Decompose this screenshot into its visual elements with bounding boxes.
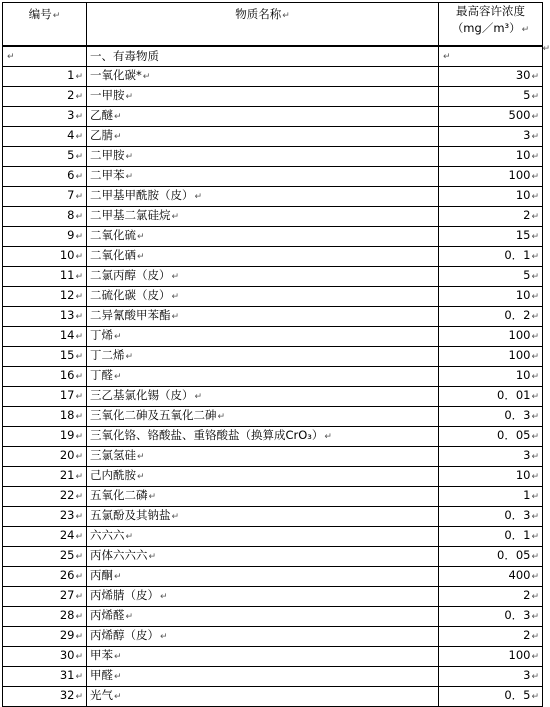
row-substance-name: 三氯氢硅↵ — [87, 447, 439, 467]
row-number: 3↵ — [3, 107, 87, 127]
row-number: 2↵ — [3, 87, 87, 107]
row-number: 18↵ — [3, 407, 87, 427]
concentration-table — [2, 2, 543, 707]
table-row — [3, 607, 543, 627]
row-substance-name: 二甲胺↵ — [87, 147, 439, 167]
row-concentration: 100↵ — [439, 647, 543, 667]
table-row — [3, 87, 543, 107]
row-substance-name: 丁烯↵ — [87, 327, 439, 347]
row-number: 12↵ — [3, 287, 87, 307]
table-row — [3, 447, 543, 467]
row-substance-name: 一甲胺↵ — [87, 87, 439, 107]
table-row — [3, 547, 543, 567]
row-substance-name: 丙酮↵ — [87, 567, 439, 587]
header-substance-name: 物质名称↵ — [87, 3, 439, 47]
row-substance-name: 二甲基二氯硅烷↵ — [87, 207, 439, 227]
row-substance-name: 丁二烯↵ — [87, 347, 439, 367]
row-concentration: 15↵ — [439, 227, 543, 247]
row-substance-name: 乙腈↵ — [87, 127, 439, 147]
row-substance-name: 二氧化硫↵ — [87, 227, 439, 247]
row-number: 22↵ — [3, 487, 87, 507]
row-concentration: 3↵ — [439, 127, 543, 147]
table-row — [3, 167, 543, 187]
row-number: 4↵ — [3, 127, 87, 147]
table-row — [3, 587, 543, 607]
row-concentration: 400↵ — [439, 567, 543, 587]
row-substance-name: 甲苯↵ — [87, 647, 439, 667]
table-row — [3, 67, 543, 87]
table-row — [3, 367, 543, 387]
row-number: 8↵ — [3, 207, 87, 227]
row-concentration: 0．1↵ — [439, 527, 543, 547]
table-row — [3, 147, 543, 167]
row-substance-name: 丙体六六六↵ — [87, 547, 439, 567]
table-row — [3, 347, 543, 367]
row-number: 30↵ — [3, 647, 87, 667]
row-substance-name: 二甲基甲酰胺（皮）↵ — [87, 187, 439, 207]
row-substance-name: 乙醚↵ — [87, 107, 439, 127]
table-body — [3, 46, 543, 707]
row-substance-name: 己内酰胺↵ — [87, 467, 439, 487]
table-row — [3, 667, 543, 687]
row-number: 17↵ — [3, 387, 87, 407]
row-concentration: 10↵ — [439, 367, 543, 387]
row-number: 21↵ — [3, 467, 87, 487]
row-concentration: 10↵ — [439, 187, 543, 207]
table-row — [3, 487, 543, 507]
row-number: 19↵ — [3, 427, 87, 447]
row-number: 15↵ — [3, 347, 87, 367]
row-substance-name: 三氧化铬、铬酸盐、重铬酸盐（换算成CrO₃）↵ — [87, 427, 439, 447]
table-row — [3, 527, 543, 547]
section-row — [3, 46, 543, 67]
table-header-row — [3, 3, 543, 47]
row-substance-name: 二氧化硒↵ — [87, 247, 439, 267]
table-row — [3, 687, 543, 707]
row-number: 28↵ — [3, 607, 87, 627]
row-substance-name: 六六六↵ — [87, 527, 439, 547]
row-concentration: 0．3↵ — [439, 407, 543, 427]
table-row — [3, 127, 543, 147]
row-concentration: 100↵ — [439, 167, 543, 187]
row-number: 13↵ — [3, 307, 87, 327]
row-number: 1↵ — [3, 67, 87, 87]
row-concentration: 0．3↵ — [439, 607, 543, 627]
row-number: 20↵ — [3, 447, 87, 467]
header-max-concentration: 最高容许浓度 （mg／m³）↵ — [439, 3, 543, 47]
row-concentration: 0．2↵ — [439, 307, 543, 327]
table-row — [3, 267, 543, 287]
table-row — [3, 467, 543, 487]
row-number: 32↵ — [3, 687, 87, 707]
row-concentration: 0．1↵ — [439, 247, 543, 267]
row-concentration: 10↵ — [439, 467, 543, 487]
table-row — [3, 247, 543, 267]
row-concentration: 5↵ — [439, 87, 543, 107]
row-number: 23↵ — [3, 507, 87, 527]
table-row — [3, 207, 543, 227]
table-row — [3, 647, 543, 667]
table-row — [3, 287, 543, 307]
row-concentration: 10↵ — [439, 147, 543, 167]
row-substance-name: 光气↵ — [87, 687, 439, 707]
row-substance-name: 五氧化二磷↵ — [87, 487, 439, 507]
row-substance-name: 三氧化二砷及五氧化二砷↵ — [87, 407, 439, 427]
table-row — [3, 227, 543, 247]
row-concentration: 3↵ — [439, 447, 543, 467]
row-substance-name: 甲醛↵ — [87, 667, 439, 687]
row-number: 11↵ — [3, 267, 87, 287]
row-concentration: 0．05↵ — [439, 427, 543, 447]
header-number: 编号↵ — [3, 3, 87, 47]
row-number: 16↵ — [3, 367, 87, 387]
row-number: 26↵ — [3, 567, 87, 587]
row-substance-name: 二硫化碳（皮）↵ — [87, 287, 439, 307]
table-row — [3, 567, 543, 587]
edge-mark: ↵ — [542, 44, 550, 54]
row-number: 27↵ — [3, 587, 87, 607]
table-row — [3, 407, 543, 427]
row-concentration: 100↵ — [439, 347, 543, 367]
row-concentration: 0．01↵ — [439, 387, 543, 407]
section-concentration: ↵ — [439, 46, 543, 67]
row-substance-name: 二氯丙醇（皮）↵ — [87, 267, 439, 287]
row-concentration: 2↵ — [439, 627, 543, 647]
row-concentration: 100↵ — [439, 327, 543, 347]
row-concentration: 2↵ — [439, 207, 543, 227]
row-concentration: 0．05↵ — [439, 547, 543, 567]
row-number: 9↵ — [3, 227, 87, 247]
row-substance-name: 五氯酚及其钠盐↵ — [87, 507, 439, 527]
row-concentration: 2↵ — [439, 587, 543, 607]
row-substance-name: 一氧化碳*↵ — [87, 67, 439, 87]
table-row — [3, 507, 543, 527]
row-number: 14↵ — [3, 327, 87, 347]
row-number: 7↵ — [3, 187, 87, 207]
row-number: 5↵ — [3, 147, 87, 167]
table-row — [3, 107, 543, 127]
section-number: ↵ — [3, 46, 87, 67]
row-number: 10↵ — [3, 247, 87, 267]
row-concentration: 500↵ — [439, 107, 543, 127]
row-number: 25↵ — [3, 547, 87, 567]
row-concentration: 5↵ — [439, 267, 543, 287]
row-concentration: 30↵ — [439, 67, 543, 87]
table-row — [3, 187, 543, 207]
row-concentration: 3↵ — [439, 667, 543, 687]
row-substance-name: 二甲苯↵ — [87, 167, 439, 187]
row-substance-name: 丙烯醇（皮）↵ — [87, 627, 439, 647]
row-number: 6↵ — [3, 167, 87, 187]
row-substance-name: 丙烯腈（皮）↵ — [87, 587, 439, 607]
table-row — [3, 427, 543, 447]
table-row — [3, 327, 543, 347]
table-row — [3, 387, 543, 407]
row-number: 24↵ — [3, 527, 87, 547]
row-substance-name: 丁醛↵ — [87, 367, 439, 387]
row-concentration: 10↵ — [439, 287, 543, 307]
row-substance-name: 丙烯醛↵ — [87, 607, 439, 627]
row-concentration: 0．3↵ — [439, 507, 543, 527]
row-number: 31↵ — [3, 667, 87, 687]
table-row — [3, 307, 543, 327]
row-substance-name: 三乙基氯化锡（皮）↵ — [87, 387, 439, 407]
row-number: 29↵ — [3, 627, 87, 647]
section-title: 一、有毒物质 — [87, 46, 439, 67]
row-concentration: 1↵ — [439, 487, 543, 507]
row-substance-name: 二异氰酸甲苯酯↵ — [87, 307, 439, 327]
row-concentration: 0．5↵ — [439, 687, 543, 707]
